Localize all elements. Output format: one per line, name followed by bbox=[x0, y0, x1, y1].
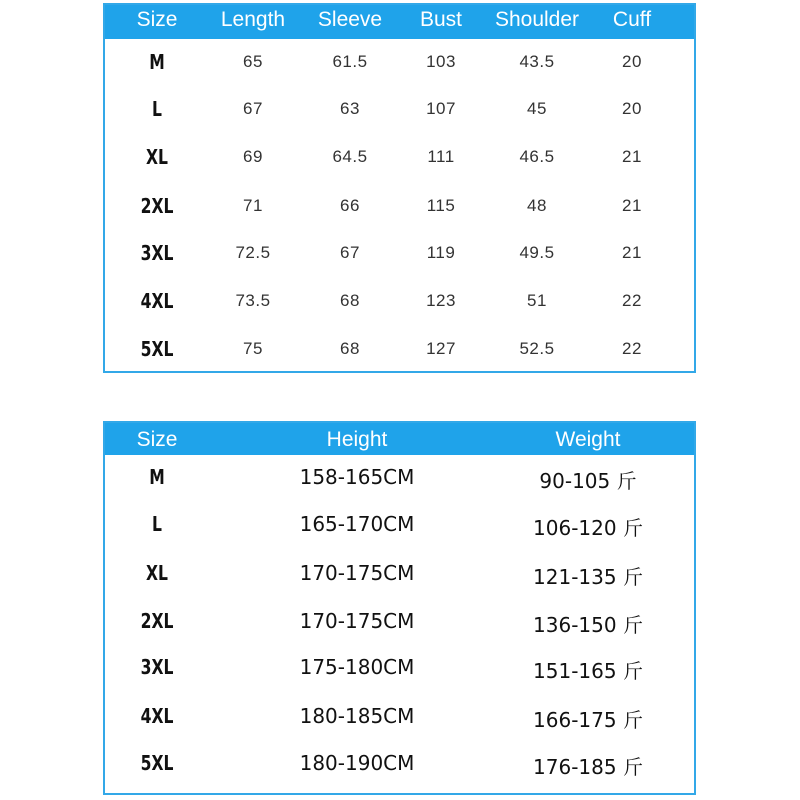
measurement-length-value: 67 bbox=[243, 99, 263, 118]
fit-height-value: 165-170CM bbox=[299, 512, 415, 536]
size-label: 2XL bbox=[140, 194, 174, 218]
measurement-bust-value: 111 bbox=[427, 147, 455, 166]
measurement-shoulder-value: 48 bbox=[527, 196, 547, 215]
measurement-bust-value: 119 bbox=[426, 243, 456, 262]
measurement-sleeve-value: 61.5 bbox=[332, 52, 368, 71]
measurement-shoulder-value: 46.5 bbox=[519, 147, 555, 166]
fit-weight-value: 90-105 斤 bbox=[539, 469, 637, 493]
size-label: XL bbox=[146, 145, 168, 169]
measurement-sleeve-value: 68 bbox=[340, 291, 360, 310]
fit-header-weight: Weight bbox=[555, 428, 621, 451]
fit-weight-value: 136-150 斤 bbox=[533, 613, 643, 637]
fit-height-value: 175-180CM bbox=[299, 655, 415, 679]
measurement-shoulder-value: 49.5 bbox=[519, 243, 555, 262]
measurement-header-length: Length bbox=[220, 8, 286, 31]
measurement-length-value: 65 bbox=[243, 52, 263, 71]
fit-height-value: 180-190CM bbox=[299, 751, 415, 775]
size-label: L bbox=[152, 512, 162, 536]
measurement-shoulder-value: 51 bbox=[527, 291, 547, 310]
measurement-header-cuff: Cuff bbox=[612, 8, 652, 31]
measurement-cuff-value: 21 bbox=[622, 196, 642, 215]
size-label: M bbox=[149, 465, 165, 489]
measurement-length-value: 72.5 bbox=[235, 243, 271, 262]
measurement-sleeve-value: 67 bbox=[340, 243, 360, 262]
fit-weight-value: 176-185 斤 bbox=[533, 755, 643, 779]
measurement-shoulder-value: 45 bbox=[527, 99, 547, 118]
measurement-length-value: 73.5 bbox=[235, 291, 271, 310]
measurement-bust-value: 103 bbox=[426, 52, 456, 71]
measurement-length-value: 71 bbox=[243, 196, 263, 215]
size-label: 3XL bbox=[140, 241, 174, 265]
measurement-header-bust: Bust bbox=[419, 8, 463, 31]
measurement-length-value: 75 bbox=[243, 339, 263, 358]
measurement-shoulder-value: 43.5 bbox=[519, 52, 555, 71]
size-label: 4XL bbox=[140, 289, 174, 313]
measurement-cuff-value: 22 bbox=[622, 339, 642, 358]
fit-weight-value: 166-175 斤 bbox=[533, 708, 643, 732]
fit-header-height: Height bbox=[326, 428, 388, 451]
measurement-bust-value: 123 bbox=[426, 291, 456, 310]
size-label: XL bbox=[146, 561, 168, 585]
measurement-length-value: 69 bbox=[243, 147, 263, 166]
measurement-sleeve-value: 66 bbox=[340, 196, 360, 215]
fit-header-row bbox=[105, 423, 694, 455]
size-label: 5XL bbox=[140, 751, 174, 775]
measurement-sleeve-value: 63 bbox=[340, 99, 360, 118]
fit-height-value: 170-175CM bbox=[299, 561, 415, 585]
measurement-cuff-value: 21 bbox=[622, 147, 642, 166]
measurement-bust-value: 127 bbox=[426, 339, 456, 358]
measurement-cuff-value: 20 bbox=[622, 52, 642, 71]
fit-weight-value: 151-165 斤 bbox=[533, 659, 643, 683]
measurement-cuff-value: 21 bbox=[622, 243, 642, 262]
measurement-header-row bbox=[105, 5, 694, 39]
fit-weight-value: 106-120 斤 bbox=[533, 516, 643, 540]
measurement-bust-value: 115 bbox=[426, 196, 456, 215]
measurement-bust-value: 107 bbox=[426, 99, 456, 118]
size-label: 4XL bbox=[140, 704, 174, 728]
measurement-sleeve-value: 64.5 bbox=[332, 147, 368, 166]
measurement-shoulder-value: 52.5 bbox=[519, 339, 555, 358]
size-label: 2XL bbox=[140, 609, 174, 633]
fit-weight-value: 121-135 斤 bbox=[533, 565, 643, 589]
measurement-cuff-value: 22 bbox=[622, 291, 642, 310]
size-label: M bbox=[149, 50, 165, 74]
measurement-cuff-value: 20 bbox=[622, 99, 642, 118]
size-label: 3XL bbox=[140, 655, 174, 679]
measurement-header-sleeve: Sleeve bbox=[317, 8, 383, 31]
measurement-sleeve-value: 68 bbox=[340, 339, 360, 358]
size-label: L bbox=[152, 97, 162, 121]
measurement-size-table bbox=[103, 3, 696, 373]
fit-height-value: 180-185CM bbox=[299, 704, 415, 728]
measurement-header-shoulder: Shoulder bbox=[494, 8, 580, 31]
fit-height-value: 158-165CM bbox=[299, 465, 415, 489]
measurement-header-size: Size bbox=[136, 8, 178, 31]
height-weight-size-table bbox=[103, 421, 696, 795]
size-label: 5XL bbox=[140, 337, 174, 361]
fit-height-value: 170-175CM bbox=[299, 609, 415, 633]
fit-header-size: Size bbox=[136, 428, 178, 451]
